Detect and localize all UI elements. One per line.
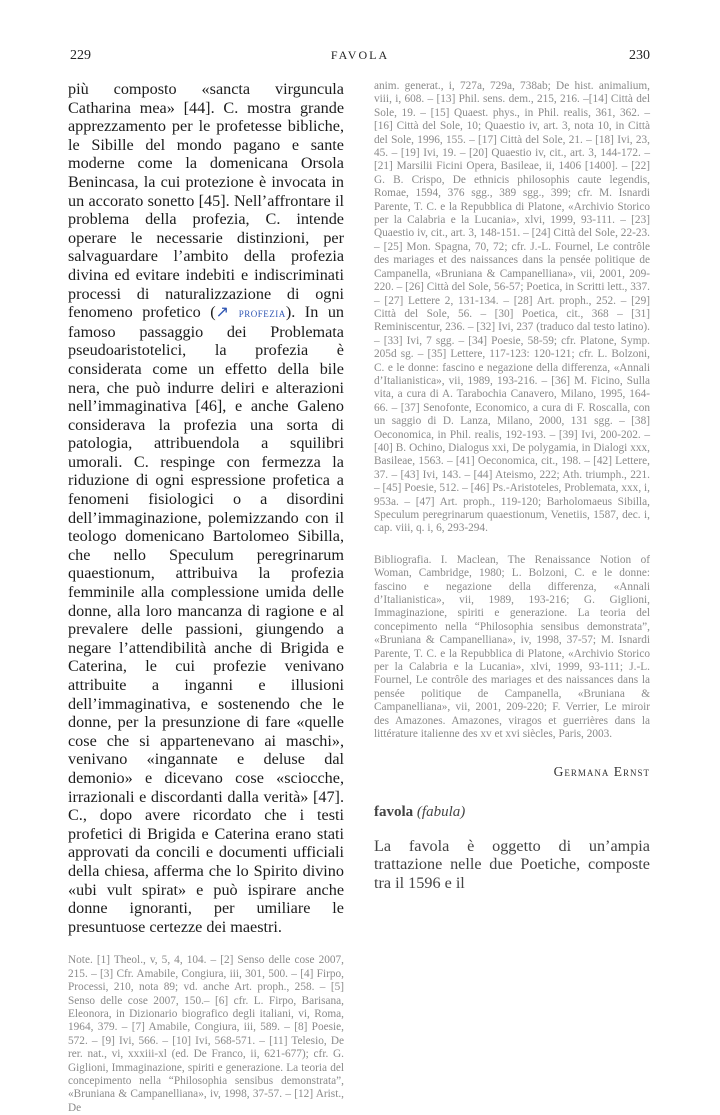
right-column bbox=[374, 80, 650, 892]
bibliography: Bibliografia. I. Maclean, The Renaissance Notion of Woman, Cambridge, 1980; L. Bolzoni, C. e le donne: fascino e negazione della differenza, «Annali d’Italianistica», vii, 1989, 193-216; G. Giglioni, Immaginazione, spiriti e generazione. La teoria del concepimento nella “Philosophia sensibus demonstrata”, «Bruniana & Campanelliana», iv, 1998, 37-57; M. Isnardi Parente, T. C. e la Repubblica di Platone, «Archivio Storico per la Calabria e la Lucania», xlvi, 1999, 93-111; J.-L. Fournel, Le contrôle des mariages et des naissances dans la pensée politique de Campanella, «Bruniana & Campanelliana», vii, 2001, 209-220; F. Verrier, Le miroir des Amazones. Amazones, viragos et guerrières dans la littérature italienne des xv et xvi siècles, Paris, 2003. bbox=[374, 553, 650, 741]
cross-reference-link[interactable]: profezia bbox=[238, 305, 286, 321]
entry-latin-term: (fabula) bbox=[416, 803, 466, 820]
entry-headword: favola bbox=[374, 803, 414, 820]
footnotes-left: Note. [1] Theol., v, 5, 4, 104. – [2] Senso delle cose 2007, 215. – [3] Cfr. Amabile, Congiura, iii, 301, 500. – [4] Firpo, Processi, 210, nota 89; vd. anche Art. proph., 258. – [5] Senso delle cose 2007, 150.– [6] cfr. L. Firpo, Barisana, Eleonora, in Dizionario biografico degli italiani, vi, Roma, 1964, 379. – [7] Amabile, Congiura, iii, 589. – [8] Poesie, 572. – [9] Ivi, 566. – [10] Ivi, 568-571. – [11] Telesio, De rer. nat., vi, xxxiii-xl (ed. De Franco, ii, 621-677); cfr. G. Giglioni, Immaginazione, spiriti e generazione. La teoria del concepimento nella “Philosophia sensibus demonstrata”, «Bruniana & Campanelliana», iv, 1998, 37-57. – [12] Arist., De bbox=[68, 954, 344, 1114]
body-paragraph bbox=[68, 80, 344, 936]
left-column bbox=[68, 80, 344, 1115]
cross-reference-arrow-icon: ↗ bbox=[215, 303, 230, 322]
entry-heading bbox=[374, 804, 650, 821]
page-header bbox=[70, 48, 650, 68]
page-number-left: 229 bbox=[70, 48, 91, 63]
footnotes-continued: anim. generat., i, 727a, 729a, 738ab; De hist. animalium, viii, i, 608. – [13] Phil. sens. dem., 215, 216. –[14] Città del Sole, 19. – [15] Quaest. phys., in Phil. realis, 361, 362. – [16] Città del Sole, 10; Quaestio iv, art. 3, nota 10, in Città del Sole, 1996, 155. – [17] Città del Sole, 21. – [18] Ivi, 23, 45. – [19] Ivi, 19. – [20] Quaestio iv, cit., art. 3, 144-172. – [21] Marsilii Ficini Opera, Basileae, ii, 1406 [1400]. – [22] G. B. Crispo, De ethnicis philosophis caute legendis, Romae, 1594, 376 sgg., 389 sgg., 399; cfr. M. Isnardi Parente, T. C. e la Repubblica di Platone, «Archivio Storico per la Calabria e la Lucania», xlvi, 1999, 93-111. – [23] Quaestio iv, cit., art. 3, 148-151. – [24] Città del Sole, 22-23. – [25] Mon. Spagna, 70, 72; cfr. J.-L. Fournel, Le contrôle des mariages et des naissances dans la pensée politique de Campanella, «Bruniana & Campanelliana», vii, 2001, 209-220. – [26] Città del Sole, 56-57; Poetica, in Scritti lett., 337. – [27] Lettere 2, 131-134. – [28] Art. proph., 252. – [29] Città del Sole, 56. – [30] Poetica, cit., 368 – [31] Reminiscentur, 236. – [32] Ivi, 237 (traduco dal testo latino). – [33] Ivi, 7 sgg. – [34] Poesie, 58-59; cfr. Platone, Symp. 205d sg. – [35] Lettere, 117-123: 120-121; cfr. L. Bolzoni, C. e le donne: fascino e negazione della differenza, «Annali d’Italianistica», vii, 1989, 193-216. – [36] M. Ficino, Sulla vita, a cura di A. Tarabochia Canavero, Milano, 1995, 164-66. – [37] Senofonte, Economico, a cura di F. Roscalla, con un saggio di D. Lanza, Milano, 2000, 131 sgg. – [38] Oeconomica, in Phil. realis, 192-193. – [39] Ivi, 200-202. – [40] B. Ochino, Dialogus xxi, De polygamia, in Dialogi xxx, Basileae, 1563. – [41] Oeconomica, cit., 198. – [42] Lettere, 37. – [43] Ivi, 143. – [44] Ateismo, 222; Ath. triumph., 221. – [45] Poesie, 512. – [46] Ps.-Aristoteles, Problemata, xxx, i, 953a. – [47] Art. proph., 119-120; Barholomaeus Sibilla, Speculum peregrinarum quaestionum, Venetiis, 1587, dec. i, cap. viii, q. i, 6, 293-294. bbox=[374, 80, 650, 535]
body-text-part1: più composto «sancta virguncula Catharina mea» [44]. C. mostra grande apprezzamento per le profetesse bibliche, le Sibille del mondo pagano e sante moderne come la domenicana Orsola Benincasa, la cui protezione è invocata in un accorato sonetto [45]. Nell’affrontare il problema della profezia, C. intende operare le necessarie distinzioni, per salvaguardare l’ambito della profezia divina ed evitare indebiti e indiscriminati processi di naturalizzazione di ogni fenomeno profetico ( bbox=[68, 80, 344, 322]
running-title: FAVOLA bbox=[330, 48, 390, 62]
entry-body-text: La favola è oggetto di un’ampia trattazione nelle due Poetiche, composte tra il 1596 e il bbox=[374, 836, 650, 892]
page-number-right: 230 bbox=[629, 48, 650, 63]
body-text-part2: ). In un famoso passaggio dei Problemata pseudoaristotelici, la profezia è considerata come un effetto della bile nera, che può indurre deliri e alterazioni nell’immaginativa [46], e anche Galeno considerava la profezia una sorta di patologia, attribuendola a squilibri umorali. C. respinge con fermezza la riduzione di ogni espressione profetica a fenomeni fisiologici o a disordini dell’immaginazione, polemizzando con il teologo domenicano Bartolomeo Sibilla, che nello Speculum peregrinarum quaestionum, attribuiva la profezia femminile alla complessione umida delle donne, alla loro mancanza di ragione e al prevalere delle passioni, giungendo a negare l’attendibilità anche di Brigida e Caterina, le cui profezie venivano attribuite a inganni e illusioni dell’immaginativa, e sostenendo che le donne, per la presunzione di fare «quelle cose che si appartenevano ai maschi», venivano «ingannate e deluse dal demonio» e dicevano cose «sciocche, irrazionali e discordanti dalla verità» [47]. C., dopo avere ricordato che i testi profetici di Brigida e Caterina erano stati approvati da concili e documenti ufficiali della chiesa, afferma che lo Spirito divino «ubi vult spirat» e può ispirare anche donne ignoranti, per umiliare le presuntuose certezze dei maestri. bbox=[68, 303, 345, 936]
author-signature: Germana Ernst bbox=[553, 763, 650, 779]
